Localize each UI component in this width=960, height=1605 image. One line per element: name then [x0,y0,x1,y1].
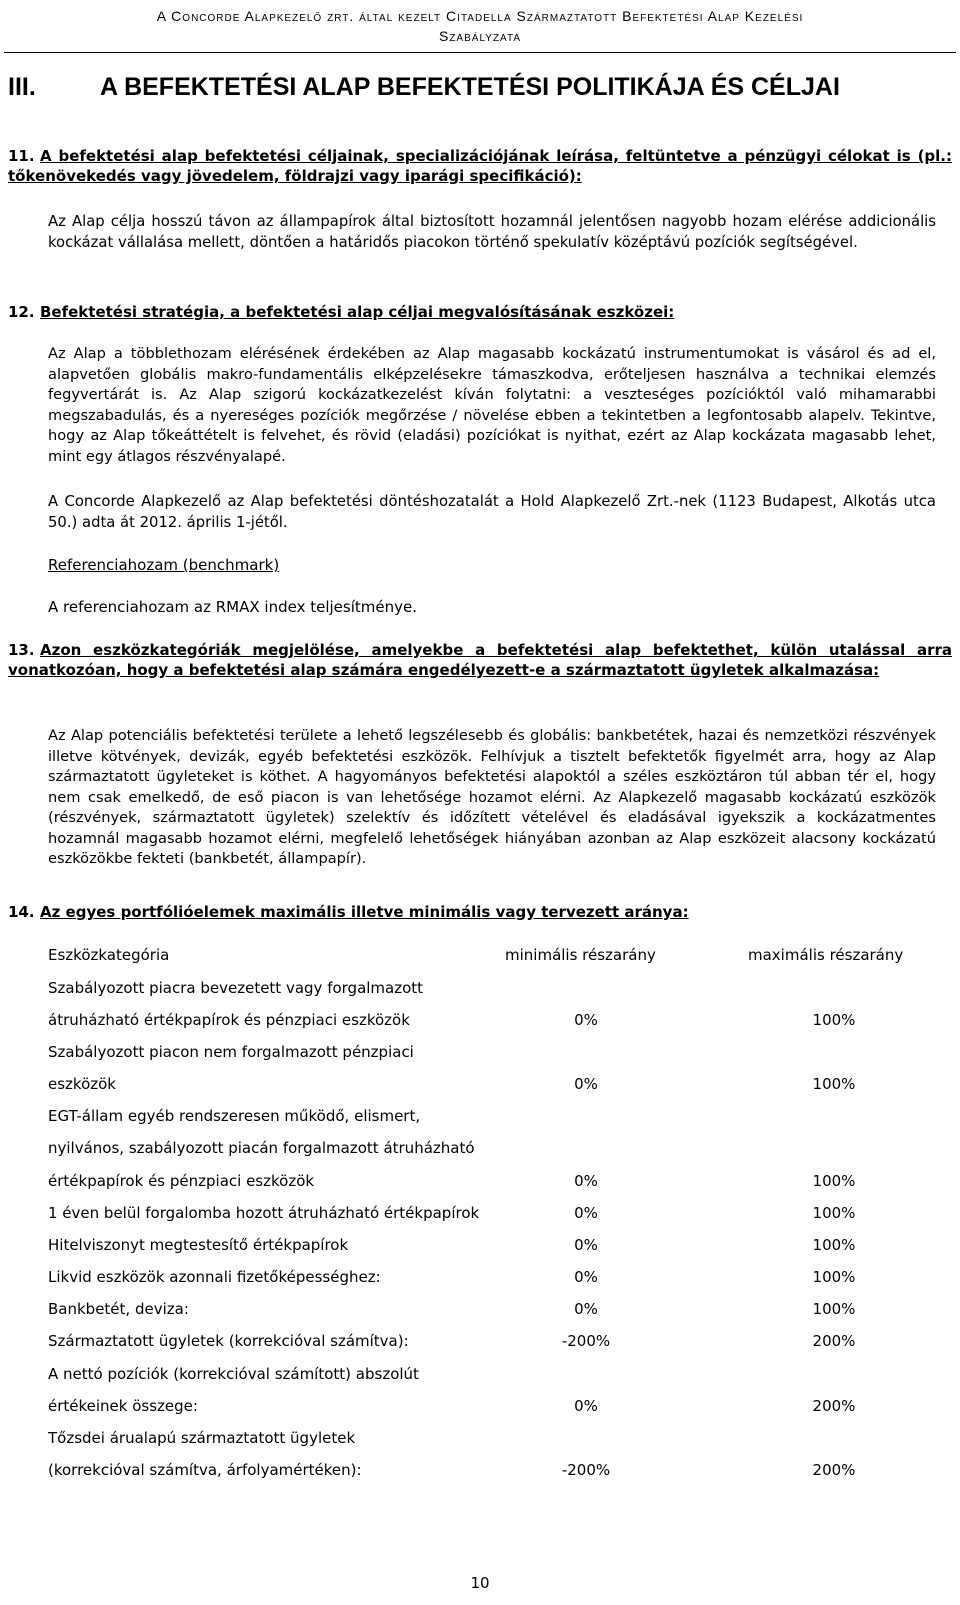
section-13-title [8,640,952,680]
table-row-label: eszközök [48,1075,116,1093]
table-row-label: értékeinek összege: [48,1397,198,1415]
section-12-heading: Befektetési stratégia, a befektetési alap céljai megvalósításának eszközei: [40,303,675,321]
section-13-number: 13. [8,641,35,659]
table-row-label: Bankbetét, deviza: [48,1300,189,1318]
section-12-title [8,302,952,322]
section-14-heading: Az egyes portfólióelemek maximális illetve minimális vagy tervezett aránya: [40,903,689,921]
chapter-number: III. [8,73,36,101]
section-12-number: 12. [8,303,35,321]
section-12-body-1: Az Alap a többlethozam elérésének érdekében az Alap magasabb kockázatú instrumentumokat is vásárol és ad el, alapvetően globális makro-fundamentális elképzelésekre támaszkodva, erőteljesen használva a technikai elemzés fegyvertárát is. Az Alap szigorú kockázatkezelést kíván folytatni: a veszteséges pozícióktól való mihamarabbi megszabadulás, és a nyereséges pozíciók megőrzése / növelése ebben a tekintetben a legfontosabb alapelv. Tekintve, hogy az Alap tőkeáttételt is felvehet, és rövid (eladási) pozíciókat is nyithat, ezért az Alap kockázata magasabb lehet, mint egy átlagos részvényalapé. [48,345,936,465]
header-line-1: A Concorde Alapkezelő zrt. által kezelt Citadella Származtatott Befektetési Alap Kezelési [156,8,804,24]
section-11-number: 11. [8,147,35,165]
table-row-label: nyilvános, szabályozott piacán forgalmazott átruházható [48,1139,475,1157]
benchmark-text: A referenciahozam az RMAX index teljesítménye. [48,598,417,616]
table-row-label: 1 éven belül forgalomba hozott átruházható értékpapírok [48,1204,480,1222]
table-row-label: Szabályozott piacra bevezetett vagy forgalmazott [48,979,424,997]
page-number: 10 [470,1574,490,1592]
section-14-number: 14. [8,903,35,921]
section-13-body: Az Alap potenciális befektetési területe a lehető legszélesebb és globális: bankbetétek, hazai és nemzetközi részvények illetve kötvények, devizák, egyéb befektetési eszközök. Felhívjuk a tisztelt befektetők figyelmét arra, hogy az Alap származtatott ügyleteket is köthet. A hagyományos befektetési alapoktól a széles eszköztáron túl abban tér el, hogy nem csak emelkedő, de eső piacon is van lehetősége hozamot elérni. Az Alapkezelő magasabb kockázatú eszközök (részvények, származtatott ügyletek) szelektív és időzített vételével és eladásával igyekszik a kockázatmentes hozamnál magasabb hozamot elérni, megfelelő lehetőségek hiányában azonban az Alap eszközeit alacsony kockázatú eszközökbe fekteti (bankbetét, állampapír). [48,727,936,867]
section-11-heading: A befektetési alap befektetési céljainak, specializációjának leírása, feltüntetve a pénzügyi célokat is (pl.: tőkenövekedés vagy jövedelem, földrajzi vagy iparági specifikáció): [8,147,952,185]
section-11-title [8,146,952,186]
header-line-2: Szabályzata [438,28,522,44]
table-row-label: A nettó pozíciók (korrekcióval számított) abszolút [48,1365,419,1383]
table-row-label: Hitelviszonyt megtestesítő értékpapírok [48,1236,349,1254]
chapter-title [8,70,952,104]
table-header-category: Eszközkategória [48,946,170,964]
table-row-label: értékpapírok és pénzpiaci eszközök [48,1172,315,1190]
chapter-title-text: A BEFEKTETÉSI ALAP BEFEKTETÉSI POLITIKÁJA ÉS CÉLJAI [100,73,840,101]
table-row-label: átruházható értékpapírok és pénzpiaci eszközök [48,1011,410,1029]
table-row-label: Szabályozott piacon nem forgalmazott pénzpiaci [48,1043,414,1061]
section-12-body-2: A Concorde Alapkezelő az Alap befektetési döntéshozatalát a Hold Alapkezelő Zrt.-nek (1123 Budapest, Alkotás utca 50.) adta át 2012. április 1-jétől. [48,493,936,531]
benchmark-title: Referenciahozam (benchmark) [48,556,280,574]
section-11-body: Az Alap célja hosszú távon az állampapírok által biztosított hozamnál jelentősen nagyobb hozam elérése addicionális kockázat vállalása mellett, döntően a határidős piacokon történő spekulatív középtávú pozíciók segítségével. [48,213,936,251]
table-row-label: (korrekcióval számítva, árfolyamértéken): [48,1461,362,1479]
table-row-label: EGT-állam egyéb rendszeresen működő, elismert, [48,1107,421,1125]
document-header [0,6,960,46]
section-14-title [8,902,952,922]
table-row-label: Származtatott ügyletek (korrekcióval számítva): [48,1332,409,1350]
table-header-min: minimális részarány [505,946,656,964]
section-13-heading: Azon eszközkategóriák megjelölése, amelyekbe a befektetési alap befektethet, külön utalással arra vonatkozóan, hogy a befektetési alap számára engedélyezett-e a származtatott ügyletek alkalmazása: [8,641,952,679]
header-divider [4,52,956,53]
table-header-max: maximális részarány [748,946,904,964]
table-row-label: Tőzsdei árualapú származtatott ügyletek [48,1429,356,1447]
table-row-label: Likvid eszközök azonnali fizetőképességhez: [48,1268,381,1286]
